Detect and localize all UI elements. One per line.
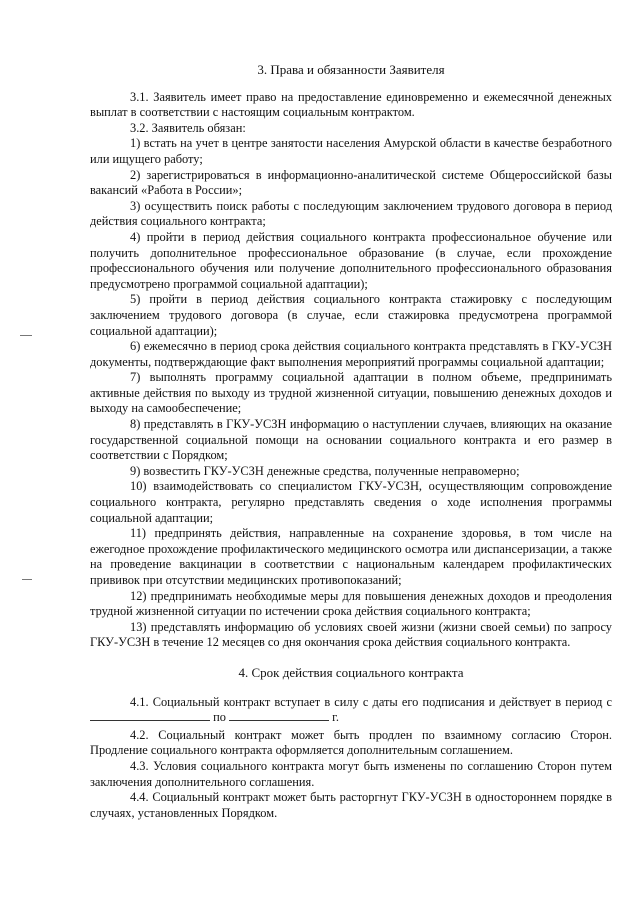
obligation-item: 2) зарегистрироваться в информационно-аналитической системе Общероссийской базы вакансий «Работа в России»; [90, 167, 612, 198]
obligation-item: 11) предпринять действия, направленные на сохранение здоровья, в том числе на ежегодное прохождение профилактического медицинского осмотра или диспансеризации, а также на проведение вакцинации в соответствии с национальным календарем профилактических прививок при отсутствии медицинских противопоказаний; [90, 526, 612, 587]
obligation-item: 4) пройти в период действия социального контракта профессиональное обучение или получить дополнительное профессиональное образование (в случае, если прохождение профессионального обучения или получение дополнительного профессионального образования предусмотрено программой социальной адаптации); [90, 229, 612, 291]
clause-3-2: 3.2. Заявитель обязан: [130, 120, 246, 135]
clause-3-1: 3.1. Заявитель имеет право на предоставление единовременно и ежемесячной денежных выплат в соответствии с настоящим социальным контрактом. [90, 89, 612, 120]
clause-4-1-po: по [213, 710, 226, 725]
obligation-item: 13) представлять информацию об условиях своей жизни (жизни своей семьи) по запросу ГКУ-УСЗН в течение 12 месяцев со дня окончания срока действия социального контракта. [90, 619, 612, 650]
obligation-item: 6) ежемесячно в период срока действия социального контракта представлять в ГКУ-УСЗН документы, подтверждающие факт выполнения мероприятий программы социальной адаптации; [90, 339, 612, 369]
section-3-title: 3. Права и обязанности Заявителя [257, 62, 445, 77]
section-4-title: 4. Срок действия социального контракта [238, 664, 464, 680]
clause-4-2: 4.2. Социальный контракт может быть продлен по взаимному согласию Сторон. Продление социального контракта оформляется дополнительным соглашением. [90, 727, 612, 758]
clause-4-4: 4.4. Социальный контракт может быть расторгнут ГКУ-УСЗН в одностороннем порядке в случаях, установленных Порядком. [90, 790, 612, 820]
obligation-item: 10) взаимодействовать со специалистом ГКУ-УСЗН, осуществляющим сопровождение социального контракта, регулярно представлять сведения о ходе исполнения программы социальной адаптации; [90, 479, 612, 525]
clause-4-1 [90, 695, 612, 726]
document-body [90, 62, 612, 821]
obligation-item: 12) предпринимать необходимые меры для повышения денежных доходов и преодоления трудной жизненной ситуации по истечении срока действия социального контракта; [90, 588, 612, 619]
obligation-item: 5) пройти в период действия социального контракта стажировку с последующим заключением трудового договора (в случае, если стажировка предусмотрена программой социальной адаптации); [90, 292, 612, 338]
clause-4-1-text: 4.1. Социальный контракт вступает в силу с даты его подписания и действует в период с [130, 694, 612, 709]
obligation-item: 3) осуществить поиск работы с последующим заключением трудового договора в период действия социального контракта; [90, 198, 612, 229]
obligation-item: 1) встать на учет в центре занятости населения Амурской области в качестве безработного или ищущего работу; [90, 136, 612, 166]
date-from-field[interactable] [90, 710, 210, 721]
obligation-item: 8) представлять в ГКУ-УСЗН информацию о наступлении случаев, влияющих на оказание государственной социальной помощи на основании социального контракта и его размер в соответствии с Порядком; [90, 417, 612, 463]
clause-4-3: 4.3. Условия социального контракта могут быть изменены по соглашению Сторон путем заключения дополнительного соглашения. [90, 758, 612, 789]
clause-4-1-year: г. [332, 710, 339, 725]
margin-mark [22, 579, 32, 580]
date-to-field[interactable] [229, 710, 329, 721]
obligation-item: 9) возвестить ГКУ-УСЗН денежные средства, полученные неправомерно; [130, 463, 520, 478]
margin-mark [20, 335, 32, 336]
obligation-item: 7) выполнять программу социальной адаптации в полном объеме, предпринимать активные действия по выходу из трудной жизненной ситуации, повышению денежных доходов и выходу на самообеспечение; [90, 370, 612, 416]
